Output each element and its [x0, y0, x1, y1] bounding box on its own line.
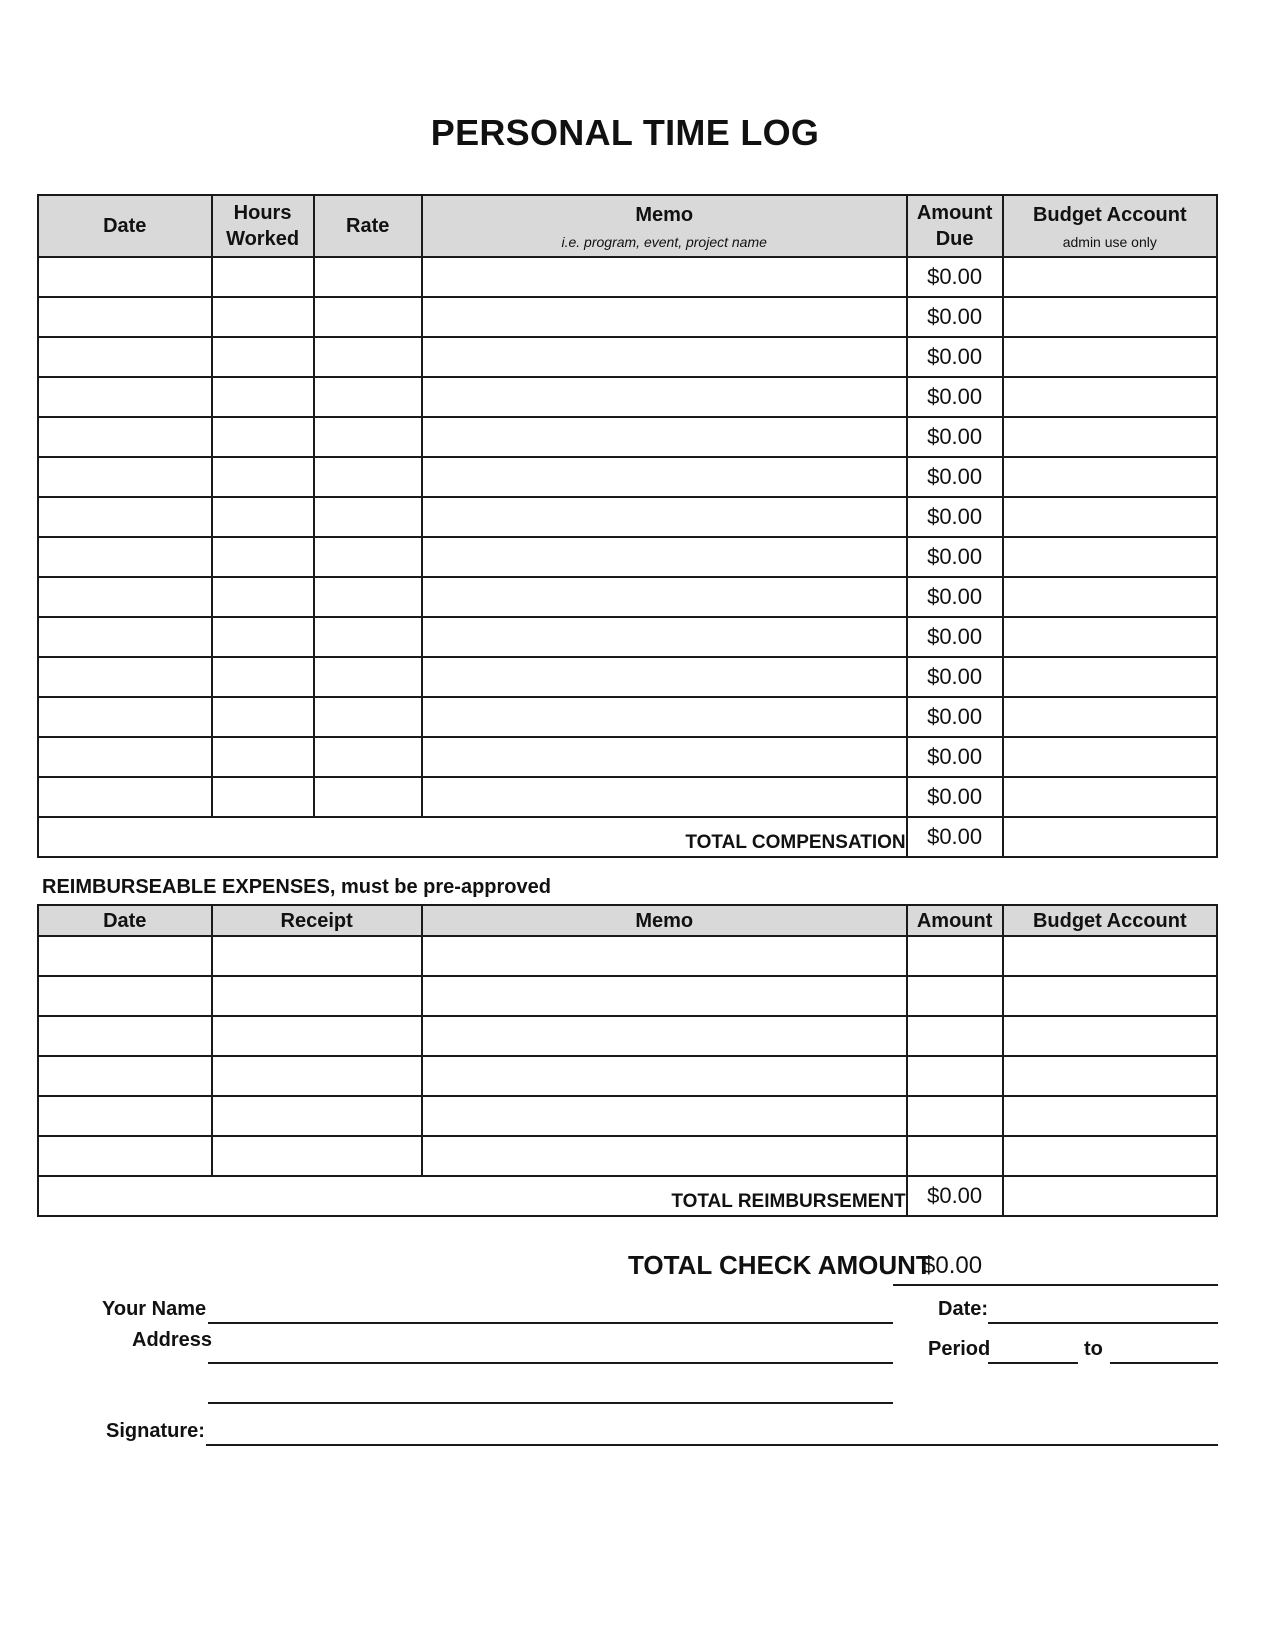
memo-cell[interactable] [422, 657, 907, 697]
memo-cell[interactable] [422, 737, 907, 777]
budget-account-cell[interactable] [1003, 377, 1217, 417]
col-header-rate: Rate [314, 195, 422, 257]
memo-cell[interactable] [422, 337, 907, 377]
hours-cell[interactable] [212, 737, 314, 777]
col-header-budget-account: Budget Account admin use only [1003, 195, 1217, 257]
amount-due-cell: $0.00 [907, 697, 1003, 737]
exp-date-cell[interactable] [38, 1016, 212, 1056]
total-compensation-row [38, 817, 1217, 857]
total-compensation-value: $0.00 [907, 817, 1003, 857]
rate-cell[interactable] [314, 617, 422, 657]
date-cell[interactable] [38, 657, 212, 697]
total-reimbursement-budget-cell[interactable] [1003, 1176, 1217, 1216]
date-cell[interactable] [38, 777, 212, 817]
total-compensation-label: TOTAL COMPENSATION [38, 817, 907, 857]
hours-cell[interactable] [212, 697, 314, 737]
expense-row [38, 1016, 1217, 1056]
exp-budget-account-cell[interactable] [1003, 1016, 1217, 1056]
rate-cell[interactable] [314, 297, 422, 337]
exp-header-budget-account: Budget Account [1003, 905, 1217, 936]
hours-cell[interactable] [212, 497, 314, 537]
total-reimbursement-value: $0.00 [907, 1176, 1003, 1216]
time-log-row [38, 417, 1217, 457]
amount-due-cell: $0.00 [907, 377, 1003, 417]
hours-cell[interactable] [212, 257, 314, 297]
amount-due-cell: $0.00 [907, 617, 1003, 657]
address-field-line2[interactable] [208, 1402, 893, 1404]
exp-amount-cell[interactable] [907, 1096, 1003, 1136]
total-check-amount-label: TOTAL CHECK AMOUNT [628, 1250, 932, 1280]
exp-amount-cell[interactable] [907, 1016, 1003, 1056]
rate-cell[interactable] [314, 777, 422, 817]
exp-memo-cell[interactable] [422, 1056, 907, 1096]
period-end-field[interactable] [1110, 1362, 1218, 1364]
hours-cell[interactable] [212, 457, 314, 497]
exp-budget-account-cell[interactable] [1003, 1136, 1217, 1176]
date-cell[interactable] [38, 297, 212, 337]
memo-cell[interactable] [422, 537, 907, 577]
col-header-amount-due: Amount Due [907, 195, 1003, 257]
expenses-caption: REIMBURSEABLE EXPENSES, must be pre-approved [42, 876, 551, 898]
time-log-header-row [38, 195, 1217, 257]
memo-cell[interactable] [422, 497, 907, 537]
budget-account-cell[interactable] [1003, 657, 1217, 697]
address-field-line1[interactable] [208, 1362, 893, 1364]
budget-account-cell[interactable] [1003, 697, 1217, 737]
date-cell[interactable] [38, 617, 212, 657]
period-start-field[interactable] [988, 1362, 1078, 1364]
time-log-row [38, 457, 1217, 497]
exp-receipt-cell[interactable] [212, 936, 422, 976]
date-cell[interactable] [38, 377, 212, 417]
hours-cell[interactable] [212, 577, 314, 617]
exp-memo-cell[interactable] [422, 976, 907, 1016]
exp-amount-cell[interactable] [907, 1056, 1003, 1096]
date-cell[interactable] [38, 337, 212, 377]
exp-date-cell[interactable] [38, 976, 212, 1016]
exp-date-cell[interactable] [38, 936, 212, 976]
signature-field[interactable] [206, 1444, 1218, 1446]
col-header-date: Date [38, 195, 212, 257]
exp-receipt-cell[interactable] [212, 1096, 422, 1136]
exp-date-cell[interactable] [38, 1096, 212, 1136]
expenses-header-row [38, 905, 1217, 936]
memo-cell[interactable] [422, 297, 907, 337]
memo-cell[interactable] [422, 457, 907, 497]
your-name-label: Your Name [102, 1298, 207, 1320]
total-reimbursement-row [38, 1176, 1217, 1216]
exp-header-receipt: Receipt [212, 905, 422, 936]
hours-cell[interactable] [212, 537, 314, 577]
time-log-row [38, 617, 1217, 657]
hours-cell[interactable] [212, 297, 314, 337]
hours-cell[interactable] [212, 337, 314, 377]
exp-date-cell[interactable] [38, 1136, 212, 1176]
date-cell[interactable] [38, 257, 212, 297]
exp-receipt-cell[interactable] [212, 1056, 422, 1096]
expense-row [38, 1096, 1217, 1136]
date-cell[interactable] [38, 537, 212, 577]
rate-cell[interactable] [314, 457, 422, 497]
date-cell[interactable] [38, 577, 212, 617]
amount-due-cell: $0.00 [907, 337, 1003, 377]
rate-cell[interactable] [314, 497, 422, 537]
signature-label: Signature: [106, 1420, 205, 1442]
memo-hint: i.e. program, event, project name [561, 234, 767, 250]
exp-budget-account-cell[interactable] [1003, 1096, 1217, 1136]
exp-budget-account-cell[interactable] [1003, 1056, 1217, 1096]
date-label: Date: [938, 1298, 989, 1320]
amount-due-cell: $0.00 [907, 417, 1003, 457]
memo-cell[interactable] [422, 377, 907, 417]
rate-cell[interactable] [314, 537, 422, 577]
your-name-field[interactable] [208, 1322, 893, 1324]
rate-cell[interactable] [314, 577, 422, 617]
rate-cell[interactable] [314, 657, 422, 697]
budget-account-cell[interactable] [1003, 297, 1217, 337]
date-cell[interactable] [38, 417, 212, 457]
exp-amount-cell[interactable] [907, 1136, 1003, 1176]
time-log-table [37, 194, 1218, 858]
memo-cell[interactable] [422, 617, 907, 657]
time-log-row [38, 297, 1217, 337]
budget-account-cell[interactable] [1003, 457, 1217, 497]
period-label: Period [928, 1338, 991, 1360]
expense-row [38, 936, 1217, 976]
period-to-label: to [1084, 1338, 1103, 1360]
check-amount-underline [893, 1284, 1218, 1286]
time-log-row [38, 257, 1217, 297]
rate-cell[interactable] [314, 377, 422, 417]
time-log-row [38, 657, 1217, 697]
hours-cell[interactable] [212, 777, 314, 817]
budget-account-cell[interactable] [1003, 537, 1217, 577]
exp-budget-account-cell[interactable] [1003, 936, 1217, 976]
amount-due-cell: $0.00 [907, 257, 1003, 297]
exp-memo-cell[interactable] [422, 936, 907, 976]
exp-header-date: Date [38, 905, 212, 936]
memo-cell[interactable] [422, 417, 907, 457]
expenses-table [37, 904, 1218, 1217]
exp-header-amount: Amount [907, 905, 1003, 936]
hours-cell[interactable] [212, 617, 314, 657]
exp-receipt-cell[interactable] [212, 1016, 422, 1056]
date-cell[interactable] [38, 697, 212, 737]
budget-account-cell[interactable] [1003, 577, 1217, 617]
time-log-row [38, 537, 1217, 577]
hours-cell[interactable] [212, 377, 314, 417]
amount-due-cell: $0.00 [907, 537, 1003, 577]
time-log-row [38, 697, 1217, 737]
expense-row [38, 976, 1217, 1016]
amount-due-cell: $0.00 [907, 497, 1003, 537]
amount-due-cell: $0.00 [907, 657, 1003, 697]
exp-amount-cell[interactable] [907, 936, 1003, 976]
rate-cell[interactable] [314, 257, 422, 297]
time-log-row [38, 497, 1217, 537]
amount-due-cell: $0.00 [907, 297, 1003, 337]
total-reimbursement-label: TOTAL REIMBURSEMENT [38, 1176, 907, 1216]
hours-cell[interactable] [212, 657, 314, 697]
budget-account-cell[interactable] [1003, 737, 1217, 777]
exp-memo-cell[interactable] [422, 1096, 907, 1136]
time-log-row [38, 577, 1217, 617]
date-cell[interactable] [38, 457, 212, 497]
time-log-row [38, 777, 1217, 817]
amount-due-cell: $0.00 [907, 777, 1003, 817]
exp-budget-account-cell[interactable] [1003, 976, 1217, 1016]
exp-memo-cell[interactable] [422, 1136, 907, 1176]
exp-date-cell[interactable] [38, 1056, 212, 1096]
budget-account-cell[interactable] [1003, 337, 1217, 377]
amount-due-cell: $0.00 [907, 577, 1003, 617]
memo-cell[interactable] [422, 777, 907, 817]
time-log-row [38, 377, 1217, 417]
expense-row [38, 1136, 1217, 1176]
amount-due-cell: $0.00 [907, 457, 1003, 497]
hours-cell[interactable] [212, 417, 314, 457]
col-header-memo: Memo i.e. program, event, project name [422, 195, 907, 257]
budget-account-cell[interactable] [1003, 617, 1217, 657]
expense-row [38, 1056, 1217, 1096]
rate-cell[interactable] [314, 417, 422, 457]
time-log-row [38, 337, 1217, 377]
memo-cell[interactable] [422, 697, 907, 737]
exp-receipt-cell[interactable] [212, 1136, 422, 1176]
date-field[interactable] [988, 1322, 1218, 1324]
date-cell[interactable] [38, 737, 212, 777]
exp-memo-cell[interactable] [422, 1016, 907, 1056]
budget-hint: admin use only [1062, 234, 1157, 250]
rate-cell[interactable] [314, 337, 422, 377]
total-compensation-budget-cell[interactable] [1003, 817, 1217, 857]
exp-amount-cell[interactable] [907, 976, 1003, 1016]
page-title: PERSONAL TIME LOG [430, 112, 820, 153]
time-log-row [38, 737, 1217, 777]
amount-due-cell: $0.00 [907, 737, 1003, 777]
exp-receipt-cell[interactable] [212, 976, 422, 1016]
memo-cell[interactable] [422, 257, 907, 297]
address-label: Address [132, 1329, 213, 1351]
memo-cell[interactable] [422, 577, 907, 617]
rate-cell[interactable] [314, 697, 422, 737]
budget-account-cell[interactable] [1003, 497, 1217, 537]
exp-header-memo: Memo [422, 905, 907, 936]
budget-account-cell[interactable] [1003, 417, 1217, 457]
total-check-amount-value: $0.00 [922, 1252, 983, 1279]
date-cell[interactable] [38, 497, 212, 537]
col-header-hours-worked: Hours Worked [212, 195, 314, 257]
budget-account-cell[interactable] [1003, 257, 1217, 297]
rate-cell[interactable] [314, 737, 422, 777]
budget-account-cell[interactable] [1003, 777, 1217, 817]
